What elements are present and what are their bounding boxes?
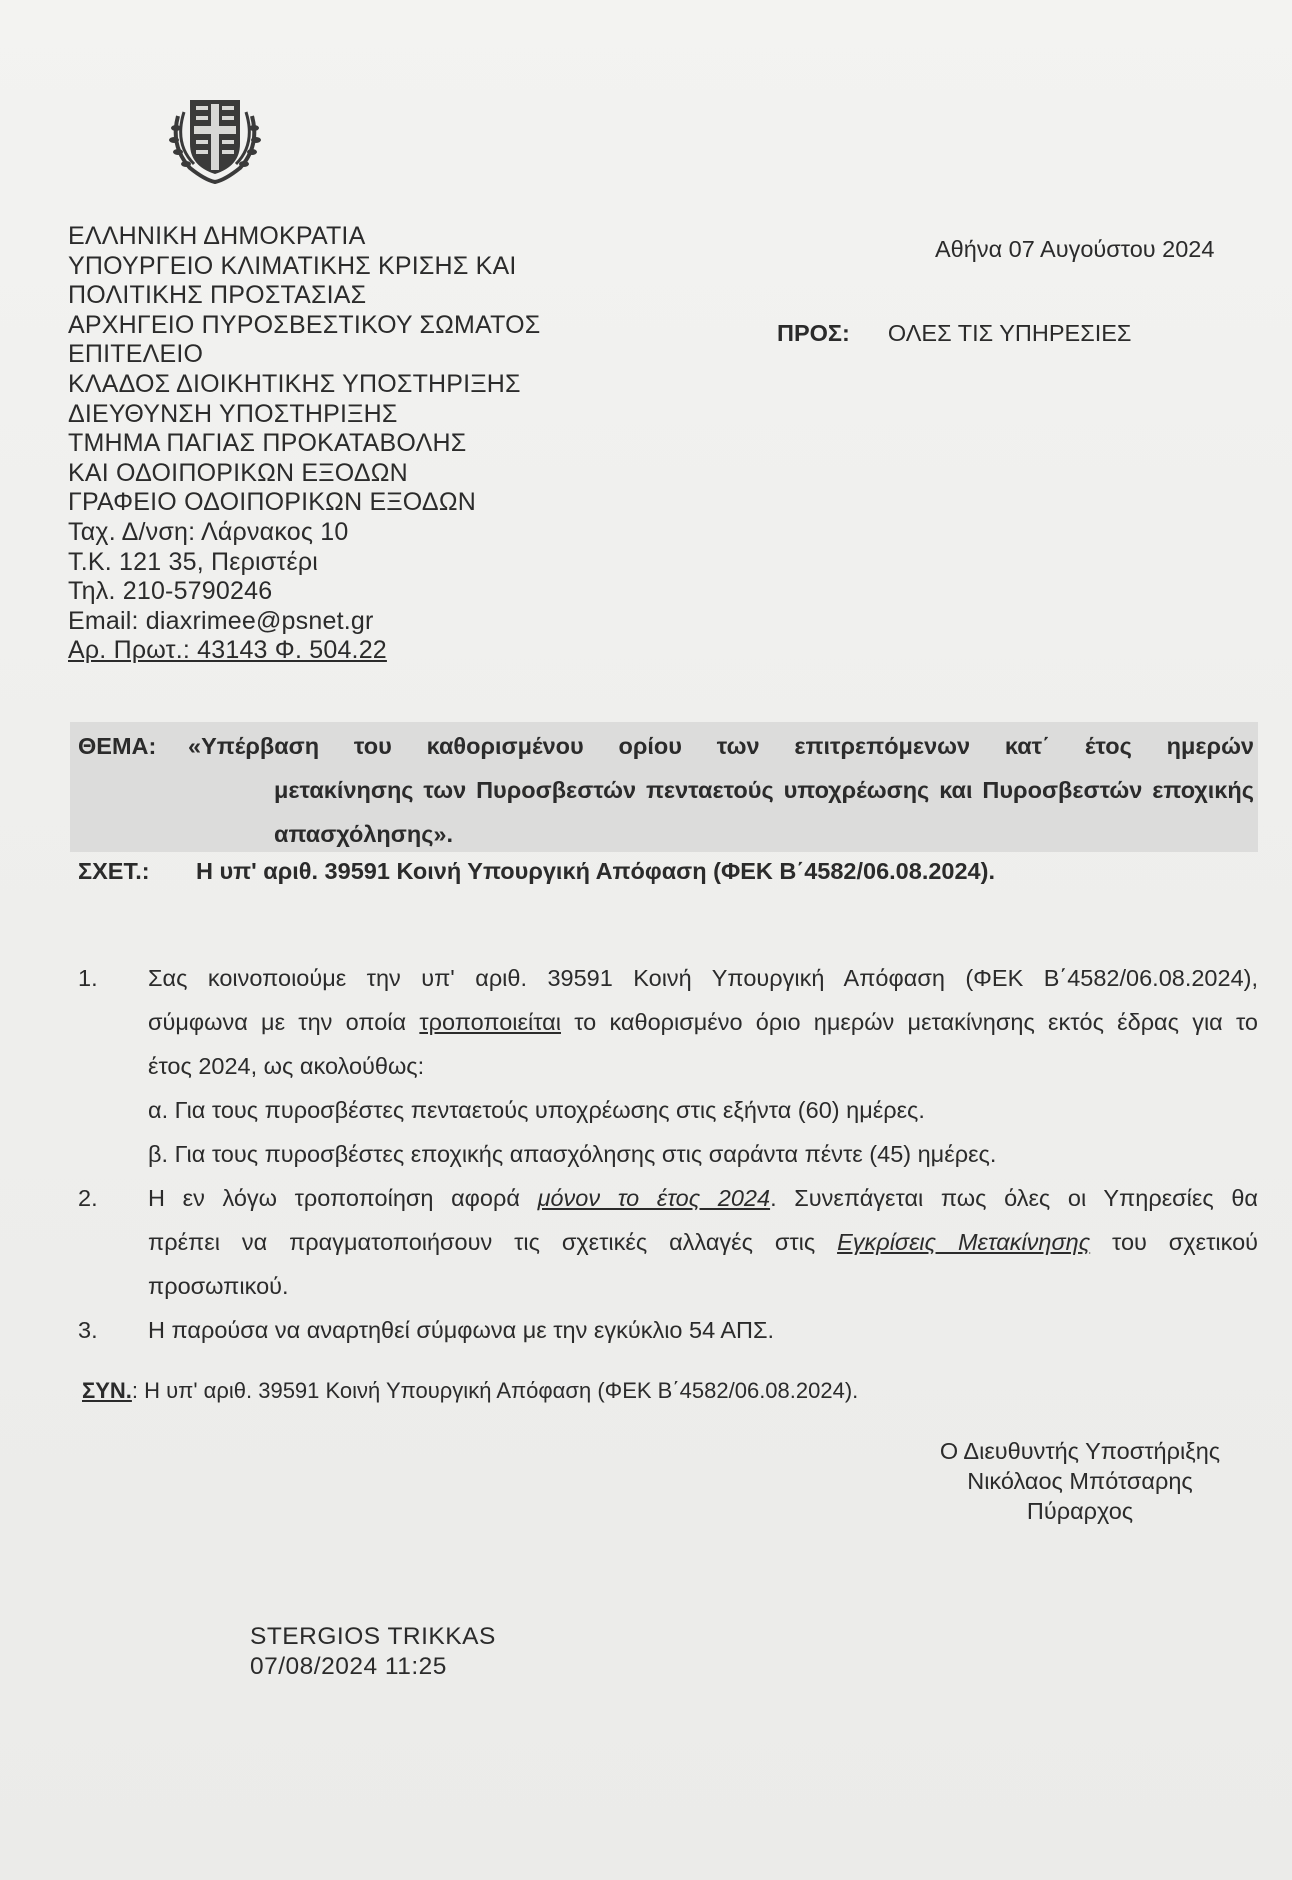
sender-email: Email: diaxrimee@psnet.gr — [68, 606, 374, 635]
greek-coat-of-arms-icon — [160, 86, 270, 186]
subject-line-2: μετακίνησης των Πυροσβεστών πενταετούς υποχρέωσης και Πυροσβεστών εποχικής — [274, 777, 1254, 803]
sender-address: Ταχ. Δ/νση: Λάρνακος 10 — [68, 517, 349, 546]
sender-line: ΥΠΟΥΡΓΕΙΟ ΚΛΙΜΑΤΙΚΗΣ ΚΡΙΣΗΣ ΚΑΙ — [68, 251, 517, 280]
item-3-line-1: Η παρούσα να αναρτηθεί σύμφωνα με την εγκύκλιο 54 ΑΠΣ. — [148, 1317, 775, 1343]
only-year-emphasis: μόνον το έτος 2024 — [537, 1185, 771, 1211]
sender-line: ΕΛΛΗΝΙΚΗ ΔΗΜΟΚΡΑΤΙΑ — [68, 222, 366, 250]
attachment-value: : Η υπ' αριθ. 39591 Κοινή Υπουργική Απόφαση (ΦΕΚ Β΄4582/06.08.2024). — [131, 1378, 859, 1403]
item-1-sub-b: β. Για τους πυροσβέστες εποχικής απασχόλησης στις σαράντα πέντε (45) ημέρες. — [148, 1141, 997, 1167]
sender-line: ΚΑΙ ΟΔΟΙΠΟΡΙΚΩΝ ΕΞΟΔΩΝ — [68, 458, 408, 487]
item-2-line-1: Η εν λόγω τροποποίηση αφορά μόνον το έτος 2024. Συνεπάγεται πως όλες οι Υπηρεσίες θα — [148, 1185, 1258, 1211]
item-number: 3. — [78, 1317, 98, 1343]
item-1-line-2: σύμφωνα με την οποία τροποποιείται το καθορισμένο όριο ημερών μετακίνησης εκτός έδρας για το — [148, 1009, 1258, 1035]
sender-line: ΕΠΙΤΕΛΕΙΟ — [68, 340, 204, 369]
list-item — [78, 1308, 1258, 1352]
sender-line: ΠΟΛΙΤΙΚΗΣ ΠΡΟΣΤΑΣΙΑΣ — [68, 281, 367, 310]
sender-line: ΑΡΧΗΓΕΙΟ ΠΥΡΟΣΒΕΣΤΙΚΟΥ ΣΩΜΑΤΟΣ — [68, 310, 541, 339]
sender-line: ΤΜΗΜΑ ΠΑΓΙΑΣ ΠΡΟΚΑΤΑΒΟΛΗΣ — [68, 429, 467, 458]
item-1-line-1: Σας κοινοποιούμε την υπ' αριθ. 39591 Κοινή Υπουργική Απόφαση (ΦΕΚ Β΄4582/06.08.2024), — [148, 965, 1258, 991]
signatory-title: Ο Διευθυντής Υποστήριξης — [939, 1438, 1221, 1464]
reference — [78, 858, 995, 885]
attachment — [82, 1378, 858, 1404]
sender-block — [68, 222, 540, 666]
movement-approvals-emphasis: Εγκρίσεις Μετακίνησης — [837, 1229, 1091, 1255]
item-number: 1. — [78, 965, 98, 991]
recipient — [777, 320, 1131, 347]
recipient-label: ΠΡΟΣ: — [777, 320, 850, 346]
signatory-rank: Πύραρχος — [1026, 1498, 1134, 1524]
item-2-line-2: πρέπει να πραγματοποιήσουν τις σχετικές αλλαγές στις Εγκρίσεις Μετακίνησης του σχετικού — [148, 1229, 1258, 1255]
recipient-value: ΟΛΕΣ ΤΙΣ ΥΠΗΡΕΣΙΕΣ — [887, 320, 1132, 346]
reference-label: ΣΧΕΤ.: — [78, 858, 150, 884]
item-number: 2. — [78, 1185, 98, 1211]
item-2-line-3: προσωπικού. — [148, 1273, 289, 1299]
subject-line-3: απασχόλησης». — [274, 821, 454, 847]
subject-line-1: «Υπέρβαση του καθορισμένου ορίου των επιτρεπόμενων κατ΄ έτος ημερών — [188, 733, 1254, 759]
subject-label: ΘΕΜΑ: — [78, 733, 157, 759]
protocol-number: Αρ. Πρωτ.: 43143 Φ. 504.22 — [68, 636, 387, 665]
item-1-line-3: έτος 2024, ως ακολούθως: — [148, 1053, 425, 1079]
sender-line: ΚΛΑΔΟΣ ΔΙΟΙΚΗΤΙΚΗΣ ΥΠΟΣΤΗΡΙΞΗΣ — [68, 369, 521, 398]
document-date: Αθήνα 07 Αυγούστου 2024 — [935, 236, 1215, 262]
attachment-label: ΣΥΝ. — [82, 1378, 132, 1403]
sender-phone: Τηλ. 210-5790246 — [68, 577, 273, 606]
list-item — [78, 1176, 1258, 1308]
list-item — [78, 956, 1258, 1176]
amended-word: τροποποιείται — [419, 1009, 561, 1035]
stamp-name: STERGIOS TRIKKAS — [250, 1623, 496, 1650]
stamp-datetime: 07/08/2024 11:25 — [250, 1653, 447, 1680]
sender-line: ΓΡΑΦΕΙΟ ΟΔΟΙΠΟΡΙΚΩΝ ΕΞΟΔΩΝ — [68, 488, 476, 517]
item-1-sub-a: α. Για τους πυροσβέστες πενταετούς υποχρέωσης στις εξήντα (60) ημέρες. — [148, 1097, 925, 1123]
sender-postcode: Τ.Κ. 121 35, Περιστέρι — [68, 547, 318, 576]
body-items — [78, 956, 1258, 1352]
reference-value: Η υπ' αριθ. 39591 Κοινή Υπουργική Απόφαση (ΦΕΚ Β΄4582/06.08.2024). — [196, 858, 995, 884]
sender-line: ΔΙΕΥΘΥΝΣΗ ΥΠΟΣΤΗΡΙΞΗΣ — [68, 399, 398, 428]
digital-signature-stamp — [250, 1622, 496, 1682]
signature-block — [900, 1436, 1260, 1526]
signatory-name: Νικόλαος Μπότσαρης — [967, 1468, 1193, 1494]
